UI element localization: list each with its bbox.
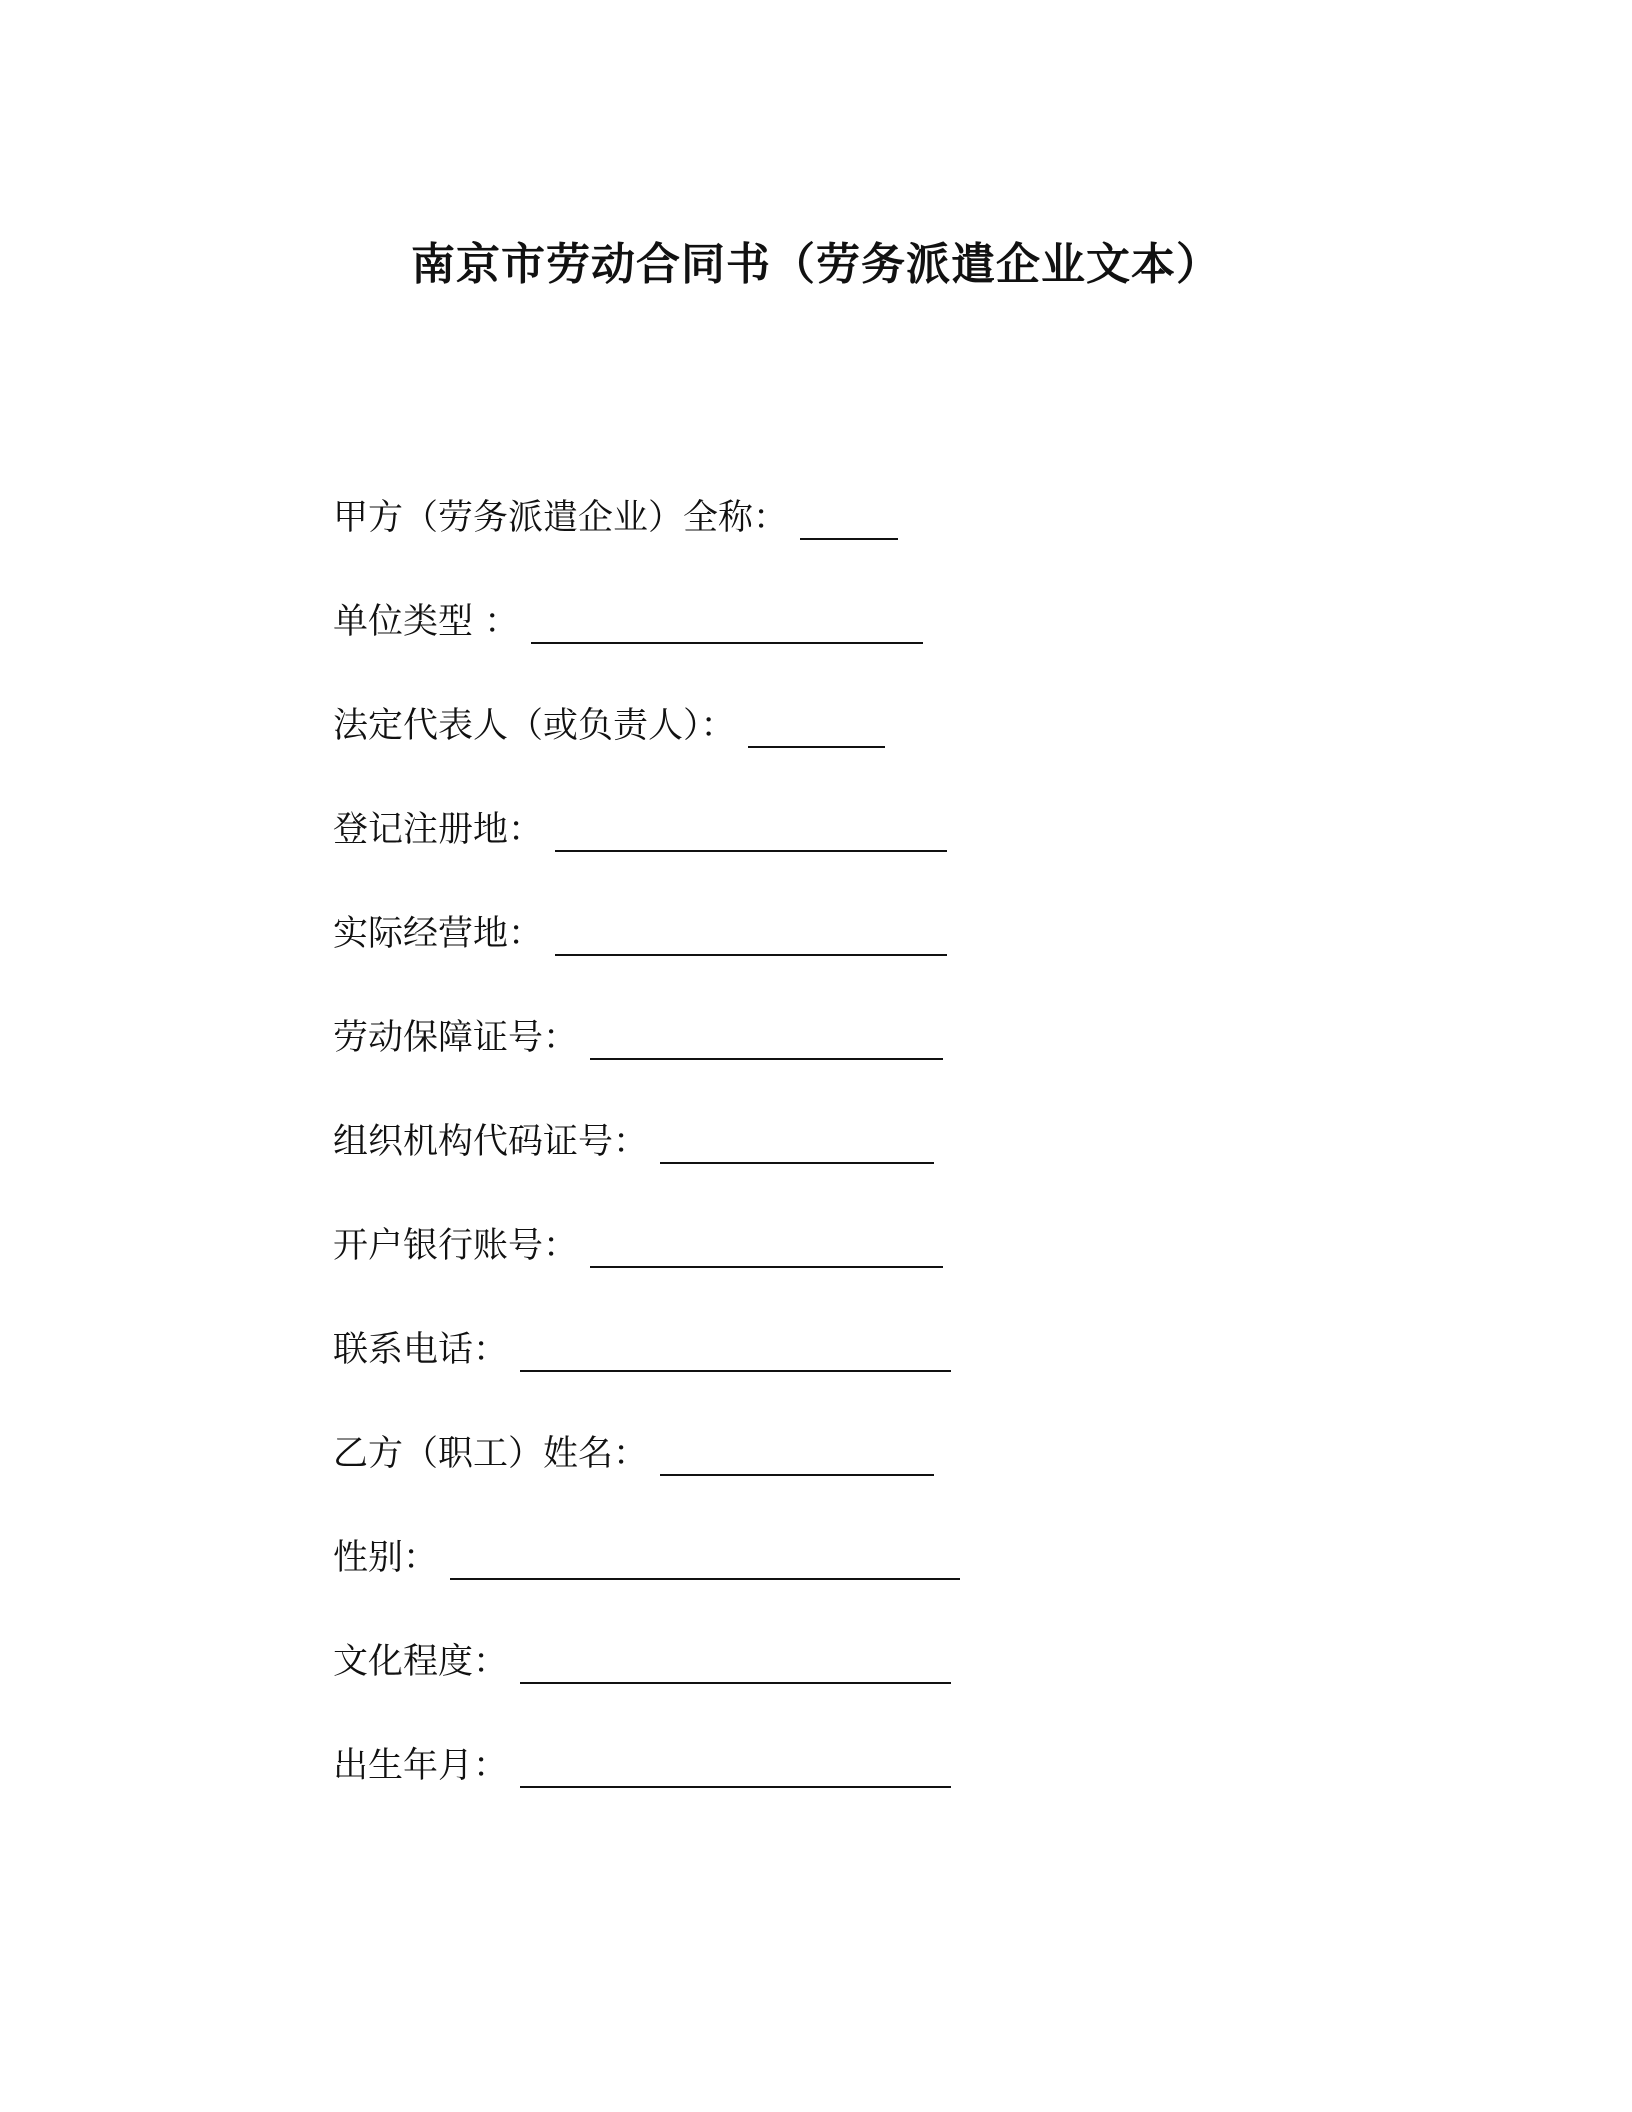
fill-in-blank[interactable] [748, 708, 885, 748]
field-row-business-address [333, 912, 1333, 1016]
field-row-organization-code [333, 1120, 1333, 1224]
fill-in-blank[interactable] [520, 1332, 951, 1372]
fill-in-blank[interactable] [520, 1748, 951, 1788]
field-row-labor-security-number [333, 1016, 1333, 1120]
field-label: 实际经营地： [333, 914, 544, 954]
field-label: 甲方（劳务派遣企业）全称： [333, 498, 789, 538]
field-row-party-b-name [333, 1432, 1333, 1536]
field-label: 出生年月： [333, 1746, 509, 1786]
field-row-phone [333, 1328, 1333, 1432]
field-label: 性别： [333, 1538, 439, 1578]
field-row-gender [333, 1536, 1333, 1640]
fill-in-blank[interactable] [520, 1644, 951, 1684]
fill-in-blank[interactable] [590, 1020, 943, 1060]
field-label: 劳动保障证号： [333, 1018, 579, 1058]
fill-in-blank[interactable] [800, 500, 898, 540]
fill-in-blank[interactable] [555, 812, 947, 852]
fill-in-blank[interactable] [590, 1228, 943, 1268]
field-label: 单位类型 ： [333, 602, 520, 642]
field-label: 登记注册地： [333, 810, 544, 850]
field-label: 乙方（职工）姓名： [333, 1434, 649, 1474]
field-row-legal-representative [333, 704, 1333, 808]
field-row-registered-address [333, 808, 1333, 912]
fill-in-blank[interactable] [531, 604, 923, 644]
field-row-birth-date [333, 1744, 1333, 1848]
field-label: 联系电话： [333, 1330, 509, 1370]
field-label: 组织机构代码证号： [333, 1122, 649, 1162]
fill-in-blank[interactable] [555, 916, 947, 956]
field-row-bank-account [333, 1224, 1333, 1328]
fill-in-blank[interactable] [450, 1540, 960, 1580]
field-label: 文化程度： [333, 1642, 509, 1682]
fill-in-blank[interactable] [660, 1124, 934, 1164]
field-label: 法定代表人（或负责人）： [333, 706, 736, 746]
field-row-education [333, 1640, 1333, 1744]
contract-field-list [333, 496, 1333, 1848]
field-row-unit-type [333, 600, 1333, 704]
document-title: 南京市劳动合同书（劳务派遣企业文本） [411, 239, 1221, 290]
fill-in-blank[interactable] [660, 1436, 934, 1476]
field-row-party-a-name [333, 496, 1333, 600]
field-label: 开户银行账号： [333, 1226, 579, 1266]
